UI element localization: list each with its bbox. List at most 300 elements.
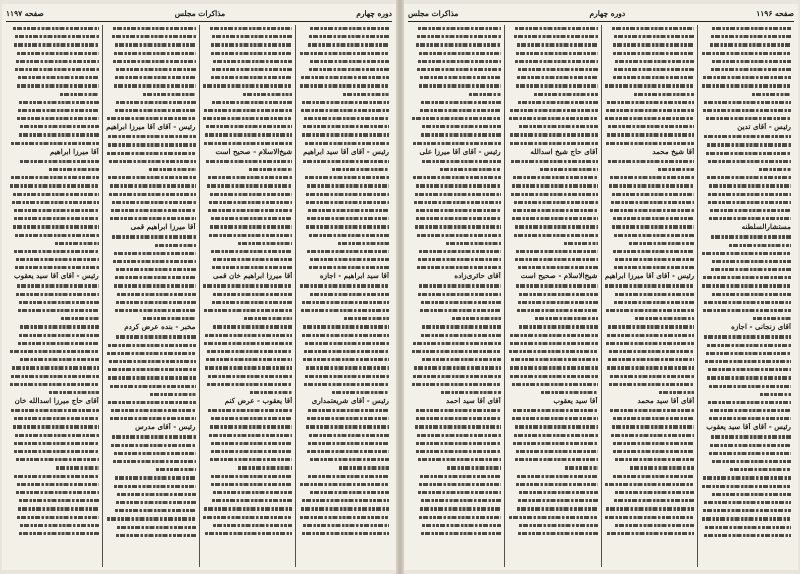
text-line-ink <box>513 442 597 445</box>
text-line <box>9 299 99 306</box>
text-line-ink <box>108 401 195 404</box>
text-line <box>411 291 501 298</box>
text-line <box>106 374 196 381</box>
text-line-ink <box>205 133 292 136</box>
text-line <box>9 497 99 504</box>
text-line <box>106 407 196 414</box>
text-line-ink <box>416 450 501 453</box>
right-column-4 <box>408 25 505 567</box>
text-line <box>701 524 791 531</box>
text-line-ink <box>207 383 292 386</box>
text-line-ink <box>412 117 501 120</box>
speaker-heading: رئیس - آقای آقا سید یعقوب <box>706 423 791 432</box>
text-line-ink <box>703 509 791 512</box>
text-line <box>9 158 99 165</box>
text-line-ink <box>117 293 196 296</box>
text-line-ink <box>116 268 196 271</box>
text-line-ink <box>14 442 98 445</box>
text-line <box>605 473 695 480</box>
text-line-ink <box>112 235 195 238</box>
text-line <box>9 489 99 496</box>
text-line <box>203 140 293 147</box>
text-line-ink <box>541 391 598 394</box>
text-line-ink <box>614 499 694 502</box>
text-line <box>106 82 196 89</box>
text-line-ink <box>211 442 292 445</box>
text-line <box>299 123 389 130</box>
text-line <box>411 223 501 230</box>
text-line-ink <box>658 168 694 171</box>
text-line-ink <box>630 466 695 469</box>
text-line <box>9 223 99 230</box>
text-line-ink <box>117 493 196 496</box>
speaker-heading: مخبر - بنده عرض کردم <box>124 323 196 332</box>
text-line-ink <box>706 117 791 120</box>
text-line-ink <box>517 507 598 510</box>
text-line <box>106 491 196 498</box>
text-line <box>508 432 598 439</box>
text-line-ink <box>519 125 598 128</box>
text-line <box>701 182 791 189</box>
text-line <box>411 432 501 439</box>
text-line-ink <box>19 532 99 535</box>
text-line <box>203 348 293 355</box>
text-line-ink <box>117 526 196 529</box>
text-line <box>411 123 501 130</box>
text-line-ink <box>706 152 791 155</box>
text-line-ink <box>703 309 791 312</box>
text-line <box>701 74 791 81</box>
text-line <box>9 107 99 114</box>
text-line-ink <box>110 217 195 220</box>
text-line-ink <box>308 442 389 445</box>
text-line <box>605 456 695 463</box>
text-line <box>299 464 389 471</box>
text-line-ink <box>20 125 99 128</box>
text-line-ink <box>441 391 501 394</box>
text-line <box>508 25 598 32</box>
text-line-ink <box>759 168 791 171</box>
text-line-ink <box>212 499 292 502</box>
text-line <box>9 66 99 73</box>
text-line <box>508 182 598 189</box>
text-line-ink <box>19 101 99 104</box>
text-line <box>508 232 598 239</box>
text-line <box>9 99 99 106</box>
text-line-ink <box>303 325 389 328</box>
text-line-ink <box>704 534 791 537</box>
text-line <box>411 530 501 537</box>
text-line <box>701 499 791 506</box>
text-line <box>203 332 293 339</box>
text-line <box>411 315 501 322</box>
text-line-ink <box>213 60 292 63</box>
text-line <box>701 133 791 140</box>
text-line <box>203 74 293 81</box>
text-line-ink <box>310 458 389 461</box>
text-line-ink <box>208 375 292 378</box>
text-line-ink <box>510 142 598 145</box>
text-line-ink <box>238 466 292 469</box>
text-line-ink <box>156 468 195 471</box>
text-line <box>9 41 99 48</box>
text-line-ink <box>108 368 195 371</box>
text-line-ink <box>615 491 694 494</box>
text-line <box>203 240 293 247</box>
text-line-ink <box>307 217 389 220</box>
text-line <box>411 299 501 306</box>
text-line-ink <box>510 334 597 337</box>
text-line-ink <box>709 417 791 420</box>
text-line <box>605 33 695 40</box>
text-line-ink <box>615 60 694 63</box>
text-line <box>106 158 196 165</box>
text-line-ink <box>212 266 292 269</box>
text-line-ink <box>422 358 501 361</box>
text-line <box>411 464 501 471</box>
text-line <box>701 474 791 481</box>
text-line <box>106 442 196 449</box>
text-line <box>106 150 196 157</box>
text-line-ink <box>419 52 501 55</box>
text-line <box>299 91 389 98</box>
text-line <box>299 481 389 488</box>
text-line <box>508 223 598 230</box>
text-line <box>106 333 196 340</box>
text-line <box>508 299 598 306</box>
text-line-ink <box>18 76 99 79</box>
text-line <box>299 389 389 396</box>
text-line <box>701 99 791 106</box>
text-line <box>508 99 598 106</box>
left-column-2 <box>200 25 297 567</box>
text-line-ink <box>512 417 597 420</box>
text-line <box>411 256 501 263</box>
text-line-ink <box>208 176 292 179</box>
text-line-ink <box>203 117 292 120</box>
text-line <box>299 41 389 48</box>
text-line-ink <box>707 176 791 179</box>
text-line <box>9 514 99 521</box>
text-line-ink <box>300 52 389 55</box>
text-line <box>701 358 791 365</box>
text-line <box>299 323 389 330</box>
text-line <box>203 456 293 463</box>
text-line-ink <box>421 101 501 104</box>
text-line-ink <box>614 68 694 71</box>
text-line-ink <box>510 133 597 136</box>
text-line-ink <box>413 342 501 345</box>
text-line-ink <box>115 43 196 46</box>
text-line-ink <box>307 184 389 187</box>
right-page <box>404 4 798 570</box>
text-line-ink <box>302 334 389 337</box>
text-line <box>9 415 99 422</box>
text-line <box>299 282 389 289</box>
text-line <box>701 307 791 314</box>
text-line-ink <box>509 350 598 353</box>
text-line <box>508 107 598 114</box>
text-line-ink <box>418 491 501 494</box>
text-line <box>508 131 598 138</box>
text-line-ink <box>332 391 389 394</box>
text-line-ink <box>412 383 501 386</box>
text-line-ink <box>207 350 292 353</box>
text-line-ink <box>519 325 598 328</box>
text-line-ink <box>517 43 598 46</box>
text-line-ink <box>307 417 389 420</box>
text-line-ink <box>211 76 292 79</box>
text-line <box>106 50 196 57</box>
text-line <box>508 264 598 271</box>
text-line <box>701 350 791 357</box>
text-line-ink <box>752 93 791 96</box>
text-line <box>106 166 196 173</box>
text-line-ink <box>513 176 597 179</box>
text-line <box>299 332 389 339</box>
text-line <box>9 448 99 455</box>
text-line-ink <box>14 475 98 478</box>
text-line-ink <box>107 352 196 355</box>
left-header-issue: دوره چهارم <box>356 8 392 18</box>
text-line <box>605 282 695 289</box>
text-line-ink <box>613 417 695 420</box>
text-line <box>106 58 196 65</box>
text-line <box>299 373 389 380</box>
text-line-ink <box>301 76 389 79</box>
text-line-ink <box>209 234 292 237</box>
text-line <box>508 115 598 122</box>
text-line <box>508 381 598 388</box>
text-line-ink <box>206 358 292 361</box>
text-line <box>605 481 695 488</box>
text-line-ink <box>111 409 195 412</box>
text-line <box>203 207 293 214</box>
text-line-ink <box>414 201 501 204</box>
text-line <box>701 315 791 322</box>
text-line-ink <box>614 234 694 237</box>
text-line-ink <box>213 491 292 494</box>
text-line <box>106 74 196 81</box>
text-line-ink <box>702 517 791 520</box>
text-line-ink <box>304 117 389 120</box>
text-line-ink <box>416 217 501 220</box>
right-header-title: مذاکرات مجلس <box>408 8 459 18</box>
text-line <box>411 107 501 114</box>
text-line-ink <box>419 516 501 519</box>
text-line <box>299 131 389 138</box>
text-line <box>508 248 598 255</box>
text-line-ink <box>204 342 292 345</box>
text-line <box>411 373 501 380</box>
text-line <box>203 174 293 181</box>
text-line <box>701 25 791 32</box>
text-line <box>203 497 293 504</box>
text-line <box>605 389 695 396</box>
text-line <box>605 99 695 106</box>
text-line <box>106 282 196 289</box>
text-line-ink <box>13 27 99 30</box>
text-line-ink <box>514 201 597 204</box>
text-line-ink <box>13 425 99 428</box>
text-line <box>9 58 99 65</box>
text-line-ink <box>110 184 195 187</box>
text-line-ink <box>210 193 293 196</box>
text-line <box>106 458 196 465</box>
text-line-ink <box>712 60 791 63</box>
text-line-ink <box>302 499 389 502</box>
text-line-ink <box>415 193 501 196</box>
text-line-ink <box>16 458 99 461</box>
text-line-ink <box>14 450 99 453</box>
text-line-ink <box>702 485 791 488</box>
text-line <box>203 58 293 65</box>
text-line <box>9 215 99 222</box>
text-line <box>508 473 598 480</box>
text-line <box>299 315 389 322</box>
text-line <box>508 307 598 314</box>
text-line-ink <box>535 317 598 320</box>
text-line <box>9 505 99 512</box>
text-line <box>106 466 196 473</box>
text-line <box>605 182 695 189</box>
speaker-heading: آقا شیخ محمد <box>652 147 695 156</box>
text-line <box>299 473 389 480</box>
text-line-ink <box>308 209 389 212</box>
text-line-ink <box>332 168 389 171</box>
text-line-ink <box>112 435 195 438</box>
text-line <box>701 115 791 122</box>
text-line <box>299 74 389 81</box>
text-line <box>605 307 695 314</box>
speaker-heading: رئیس - آقای تدین <box>737 123 791 132</box>
text-line-ink <box>55 242 99 245</box>
text-line <box>9 315 99 322</box>
text-line <box>701 58 791 65</box>
text-line <box>106 391 196 398</box>
text-line-ink <box>11 409 99 412</box>
text-line-ink <box>607 133 694 136</box>
text-line-ink <box>114 284 196 287</box>
text-line-ink <box>115 76 196 79</box>
text-line <box>508 74 598 81</box>
text-line <box>203 473 293 480</box>
text-line-ink <box>11 142 99 145</box>
text-line <box>106 383 196 390</box>
text-line <box>106 499 196 506</box>
text-line-ink <box>514 234 597 237</box>
text-line <box>605 464 695 471</box>
text-line <box>605 66 695 73</box>
text-line <box>106 433 196 440</box>
text-line <box>411 456 501 463</box>
text-line <box>203 356 293 363</box>
text-line <box>106 215 196 222</box>
text-line <box>605 348 695 355</box>
text-line <box>508 256 598 263</box>
text-line-ink <box>704 101 791 104</box>
text-line-ink <box>711 268 791 271</box>
text-line <box>605 123 695 130</box>
text-line-ink <box>209 434 292 437</box>
text-line-ink <box>565 466 597 469</box>
text-line <box>605 166 695 173</box>
text-line-ink <box>606 507 694 510</box>
text-line <box>701 158 791 165</box>
text-line <box>203 82 293 89</box>
text-line-ink <box>250 391 292 394</box>
left-column-3 <box>103 25 200 567</box>
text-line-ink <box>613 76 694 79</box>
text-line <box>299 207 389 214</box>
text-line <box>411 50 501 57</box>
text-line <box>299 66 389 73</box>
text-line <box>203 340 293 347</box>
text-line-ink <box>420 507 501 510</box>
text-line-ink <box>114 452 196 455</box>
text-line-ink <box>109 360 195 363</box>
text-line <box>203 514 293 521</box>
left-page <box>2 4 396 570</box>
speaker-heading: آقا میرزا ابراهیم <box>49 147 99 156</box>
speaker-heading: آقای زنجانی - اجازه <box>731 323 791 332</box>
text-line-ink <box>210 225 293 228</box>
text-line <box>106 532 196 539</box>
text-line <box>203 158 293 165</box>
text-line-ink <box>710 444 791 447</box>
text-line <box>203 41 293 48</box>
right-header-page-number: صفحه ۱۱۹۶ <box>756 8 794 18</box>
text-line-ink <box>510 366 597 369</box>
text-line-ink <box>516 284 598 287</box>
text-line-ink <box>116 68 196 71</box>
right-columns <box>408 25 794 567</box>
text-line <box>411 381 501 388</box>
text-line <box>299 530 389 537</box>
text-line-ink <box>515 27 598 30</box>
text-line <box>411 58 501 65</box>
text-line-ink <box>710 409 791 412</box>
text-line-ink <box>19 334 99 337</box>
text-line <box>508 282 598 289</box>
text-line <box>701 491 791 498</box>
left-columns <box>6 25 392 567</box>
text-line-ink <box>114 84 196 87</box>
text-line <box>9 232 99 239</box>
text-line-ink <box>610 209 694 212</box>
text-line <box>411 166 501 173</box>
text-line-ink <box>605 117 694 120</box>
text-line <box>508 158 598 165</box>
text-line-ink <box>305 176 389 179</box>
text-line-ink <box>634 93 694 96</box>
text-line <box>701 174 791 181</box>
text-line-ink <box>14 217 99 220</box>
left-column-4 <box>6 25 103 567</box>
text-line-ink <box>515 458 598 461</box>
text-line-ink <box>16 293 99 296</box>
text-line <box>508 497 598 504</box>
text-line <box>605 522 695 529</box>
text-line <box>299 174 389 181</box>
text-line <box>203 373 293 380</box>
text-line <box>203 182 293 189</box>
text-line <box>411 307 501 314</box>
text-line-ink <box>703 109 791 112</box>
text-line <box>605 91 695 98</box>
text-line <box>203 440 293 447</box>
text-line-ink <box>753 317 791 320</box>
